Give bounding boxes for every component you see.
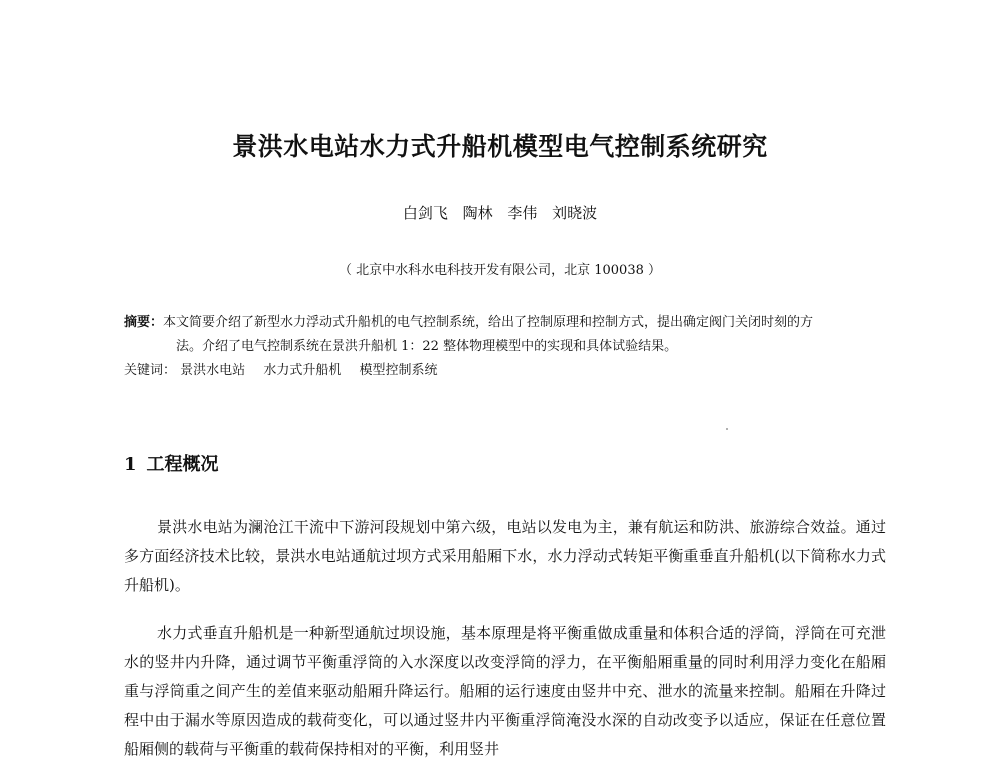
author-list: 白剑飞 陶林 李伟 刘晓波 (402, 204, 598, 222)
keyword-item: 景洪水电站 (180, 363, 246, 378)
keywords-block (124, 359, 886, 383)
abstract-text-line1: 本文简要介绍了新型水力浮动式升船机的电气控制系统，给出了控制原理和控制方式，提出确定阀门关闭时刻的方 (163, 315, 814, 330)
section-title: 工程概况 (146, 454, 219, 475)
abstract-text-line2: 法。介绍了电气控制系统在景洪升船机 1：22 整体物理模型中的实现和具体试验结果。 (176, 339, 678, 354)
affiliation: （ 北京中水科水电科技开发有限公司，北京 100038 ） (338, 263, 662, 278)
body-paragraph-1: 景洪水电站为澜沧江干流中下游河段规划中第六级，电站以发电为主，兼有航运和防洪、旅游综合效益。通过多方面经济技术比较，景洪水电站通航过坝方式采用船厢下水，水力浮动式转矩平衡重垂直升船机(以下简称水力式升船机)。 (124, 518, 886, 594)
paper-title: 景洪水电站水力式升船机模型电气控制系统研究 (232, 132, 768, 161)
abstract-block (124, 311, 886, 359)
abstract-label: 摘要： (124, 315, 164, 330)
keyword-item: 模型控制系统 (359, 363, 438, 378)
keyword-item: 水力式升船机 (263, 363, 342, 378)
section-heading (124, 450, 219, 476)
scan-speck (726, 428, 728, 430)
body-paragraph-2: 水力式垂直升船机是一种新型通航过坝设施，基本原理是将平衡重做成重量和体积合适的浮筒，浮筒在可充泄水的竖井内升降，通过调节平衡重浮筒的入水深度以改变浮筒的浮力，在平衡船厢重量的同时利用浮力变化在船厢重与浮筒重之间产生的差值来驱动船厢升降运行。船厢的运行速度由竖井中充、泄水的流量来控制。船厢在升降过程中由于漏水等原因造成的载荷变化，可以通过竖井内平衡重浮筒淹没水深的自动改变予以适应，保证在任意位置船厢侧的载荷与平衡重的载荷保持相对的平衡，利用竖井 (124, 624, 886, 758)
section-number: 1 (124, 454, 137, 475)
keywords-label: 关键词： (124, 363, 177, 378)
